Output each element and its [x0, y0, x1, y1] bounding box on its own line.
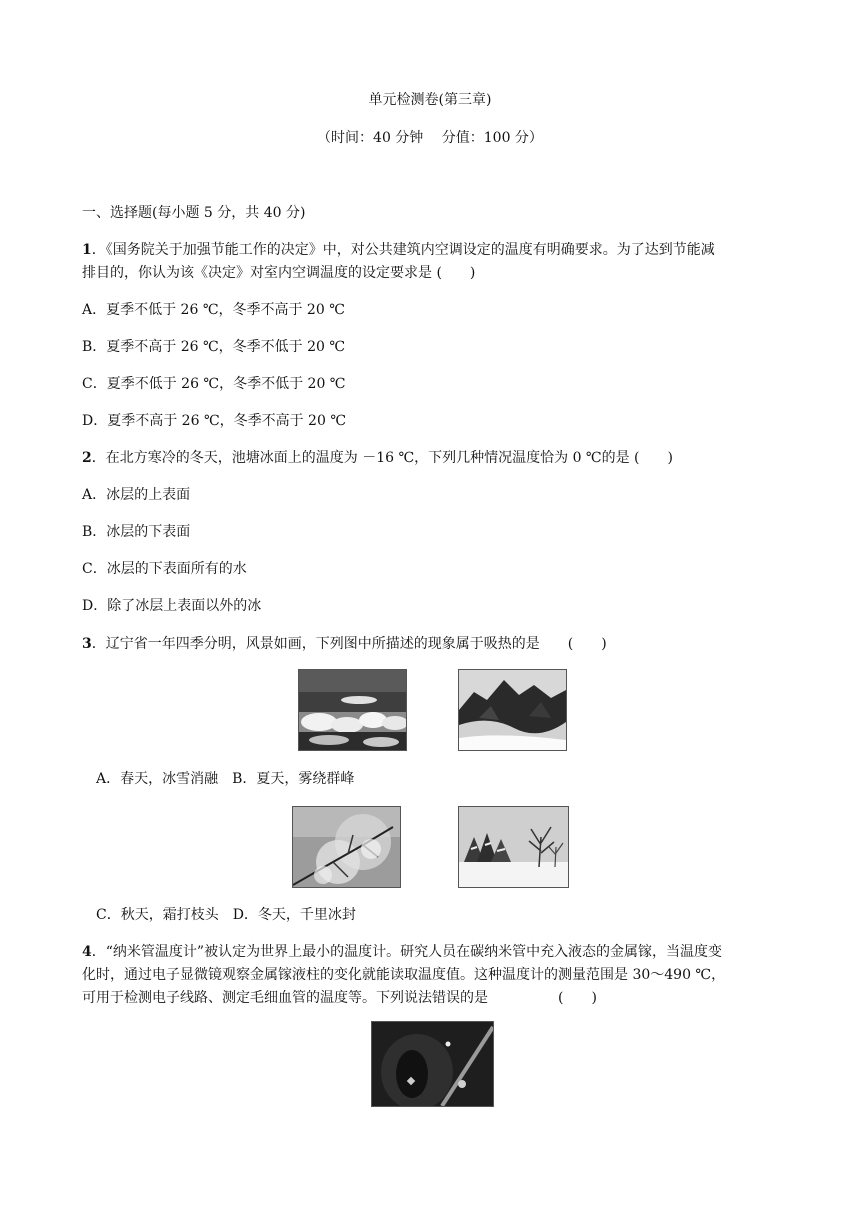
question-2-option-c: C．冰层的下表面所有的水: [82, 561, 247, 577]
question-1-option-b: B．夏季不高于 26 ℃，冬季不低于 20 ℃: [82, 339, 346, 355]
question-1-option-a: A．夏季不低于 26 ℃，冬季不高于 20 ℃: [82, 302, 345, 318]
question-2-option-a: A．冰层的上表面: [82, 487, 191, 503]
photo-nanotube-thermometer: [371, 1021, 494, 1107]
section-heading: 一、选择题(每小题 5 分，共 40 分): [82, 205, 306, 221]
question-3-number: 3: [82, 636, 92, 652]
question-4-stem: 4．“纳米管温度计”被认定为世界上最小的温度计。研究人员在碳纳米管中充入液态的金属镓，当温度变 化时，通过电子显微镜观察金属镓液柱的变化就能读取温度值。这种温度计的测量范围是 30～490 ℃， 可用于检测电子线路、测定毛细血管的温度等。下列说法错误的是 ( ): [82, 944, 726, 1006]
question-2-number: 2: [82, 450, 92, 466]
question-3-captions-row-1: A．春天，冰雪消融 B．夏天，雾绕群峰: [96, 771, 355, 787]
photo-spring-melting-snow: [298, 669, 407, 751]
exam-info: （时间：40 分钟 分值：100 分）: [317, 130, 543, 146]
question-2-option-b: B．冰层的下表面: [82, 524, 191, 540]
question-4-number: 4: [82, 944, 92, 960]
question-1-stem: 1．《国务院关于加强节能工作的决定》中，对公共建筑内空调设定的温度有明确要求。为了达到节能减 排目的，你认为该《决定》对室内空调温度的设定要求是 ( ): [82, 242, 715, 281]
page-title: 单元检测卷(第三章): [368, 92, 492, 108]
photo-summer-fog-mountains: [458, 669, 567, 751]
question-3-captions-row-2: C．秋天，霜打枝头 D．冬天，千里冰封: [96, 907, 356, 923]
question-1-option-c: C．夏季不低于 26 ℃，冬季不低于 20 ℃: [82, 376, 346, 392]
photo-autumn-frost-branches: [292, 806, 401, 888]
photo-winter-frozen-land: [458, 806, 569, 888]
question-3-stem: 3．辽宁省一年四季分明，风景如画，下列图中所描述的现象属于吸热的是 ( ): [82, 636, 607, 652]
question-1-number: 1: [82, 242, 92, 258]
question-2-option-d: D．除了冰层上表面以外的冰: [82, 598, 262, 614]
question-2-stem: 2．在北方寒冷的冬天，池塘冰面上的温度为 －16 ℃，下列几种情况温度恰为 0 ℃的是 ( ): [82, 450, 673, 466]
question-1-option-d: D．夏季不高于 26 ℃，冬季不高于 20 ℃: [82, 413, 346, 429]
